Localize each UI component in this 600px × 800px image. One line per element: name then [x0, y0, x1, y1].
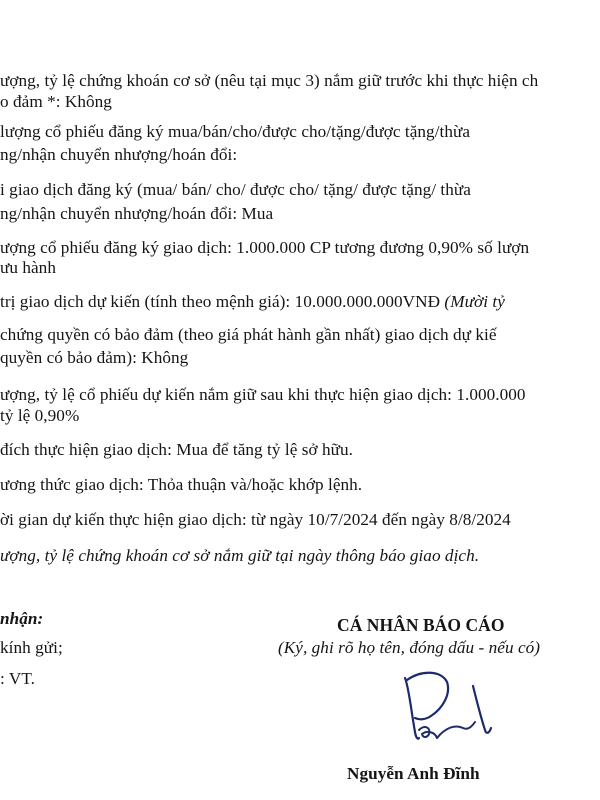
body-line-15: ương thức giao dịch: Thỏa thuận và/hoặc khớp lệnh.: [0, 475, 363, 494]
body-line-4: ng/nhận chuyển nhượng/hoán đổi:: [0, 145, 238, 164]
body-line-16: ời gian dự kiến thực hiện giao dịch: từ ngày 10/7/2024 đến ngày 8/8/2024: [0, 510, 511, 529]
body-line-12: ượng, tỷ lệ cổ phiếu dự kiến nắm giữ sau khi thực hiện giao dịch: 1.000.000: [0, 385, 526, 404]
body-line-9-italic-tail: (Mười tỷ: [440, 292, 505, 311]
body-line-3: lượng cổ phiếu đăng ký mua/bán/cho/được cho/tặng/được tặng/thừa: [0, 122, 471, 141]
body-line-6: ng/nhận chuyển nhượng/hoán đổi: Mua: [0, 204, 274, 223]
body-line-14: đích thực hiện giao dịch: Mua để tăng tỷ lệ sở hữu.: [0, 440, 353, 459]
recipients-line-1: kính gửi;: [0, 638, 63, 657]
body-line-2: o đảm *: Không: [0, 92, 112, 111]
signature-title: CÁ NHÂN BÁO CÁO: [337, 615, 505, 635]
handwritten-signature: [385, 668, 495, 748]
body-footnote: ượng, tỷ lệ chứng khoán cơ sở nắm giữ tại ngày thông báo giao dịch.: [0, 546, 480, 565]
body-line-10: chứng quyền có bảo đảm (theo giá phát hành gần nhất) giao dịch dự kiế: [0, 325, 497, 344]
body-line-7: ượng cổ phiếu đăng ký giao dịch: 1.000.000 CP tương đương 0,90% số lượn: [0, 238, 530, 257]
body-line-1: ượng, tỷ lệ chứng khoán cơ sở (nêu tại mục 3) nắm giữ trước khi thực hiện ch: [0, 71, 539, 90]
body-line-11: quyền có bảo đảm): Không: [0, 348, 189, 367]
recipients-line-2: : VT.: [0, 669, 35, 688]
body-line-9-text: trị giao dịch dự kiến (tính theo mệnh giá): 10.000.000.000VNĐ: [0, 292, 441, 311]
body-line-9: [0, 292, 505, 312]
signature-instruction: (Ký, ghi rõ họ tên, đóng dấu - nếu có): [278, 638, 541, 657]
recipients-heading: nhận:: [0, 609, 44, 628]
body-line-13: tỷ lệ 0,90%: [0, 406, 80, 425]
body-line-5: i giao dịch đăng ký (mua/ bán/ cho/ được cho/ tặng/ được tặng/ thừa: [0, 180, 471, 199]
signer-name: Nguyễn Anh Đĩnh: [347, 764, 480, 783]
body-line-8: ưu hành: [0, 258, 56, 277]
